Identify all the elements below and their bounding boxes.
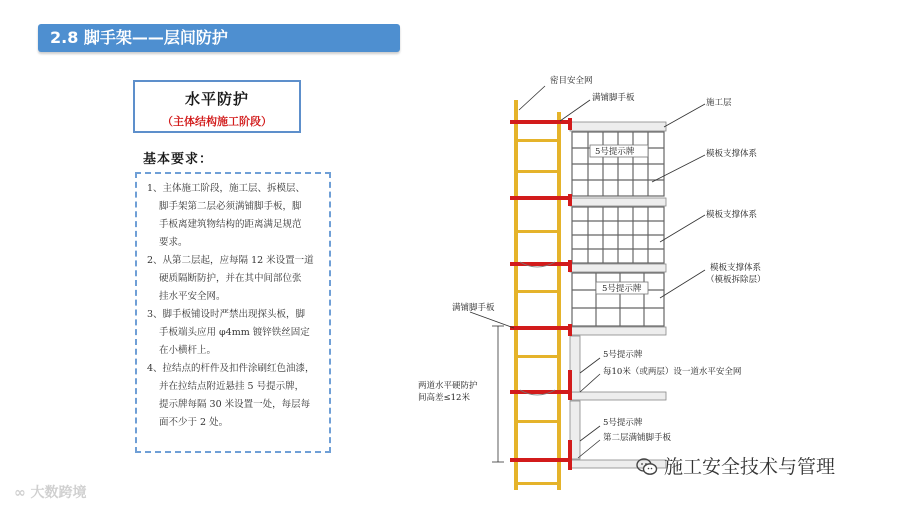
req-line: 手板端头应用 φ4mm 镀锌铁丝固定: [159, 327, 310, 338]
req-line: 硬质隔断防护，并在其中间部位张: [159, 273, 302, 284]
label-sign-1: 5号提示牌: [603, 350, 643, 360]
req-line: 提示牌每隔 30 米设置一处，每层每: [159, 399, 311, 410]
slab: [570, 327, 666, 335]
label-sign-2: 5号提示牌: [603, 418, 643, 428]
wechat-icon: [636, 458, 658, 476]
label-formwork-1: 模板支撑体系: [706, 149, 758, 159]
req-line: 4、拉结点的杆件及扣件涂刷红色油漆，: [147, 363, 315, 374]
req-line: 手板离建筑物结构的距离满足规范: [159, 219, 302, 230]
label-work-layer: 施工层: [706, 98, 732, 108]
req-line: 要求。: [159, 237, 188, 248]
label-formwork-2: 模板支撑体系: [706, 210, 758, 220]
section-subheading: （主体结构施工阶段）: [162, 115, 272, 128]
basic-requirements-label: 基本要求：: [143, 152, 214, 167]
label-formwork-3-note: （模板拆除层）: [706, 275, 766, 285]
watermark-right: [636, 452, 835, 479]
label-second-layer: 第二层满铺脚手板: [603, 433, 672, 443]
req-line: 在小横杆上。: [159, 345, 217, 356]
watermark-left-text: 大数跨境: [30, 485, 87, 501]
label-full-board-top: 满铺脚手板: [592, 93, 635, 103]
grid-sign-1: 5号提示牌: [595, 147, 635, 157]
req-line: 3、脚手板铺设时严禁出现探头板，脚: [147, 309, 306, 320]
label-net-note: 每10米（或两层）设一道水平安全网: [603, 367, 742, 377]
req-line: 挂水平安全网。: [159, 291, 226, 302]
watermark-right-text: 施工安全技术与管理: [664, 456, 836, 478]
watermark-left: [14, 482, 87, 502]
slab: [570, 264, 666, 272]
label-formwork-3: 模板支撑体系: [710, 263, 762, 273]
grid-sign-2: 5号提示牌: [602, 284, 642, 294]
slab: [570, 392, 666, 400]
label-height-diff-b: 间高差≤12米: [418, 393, 470, 403]
req-line: 面不少于 2 处。: [159, 417, 229, 428]
label-height-diff-a: 两道水平硬防护: [418, 381, 478, 391]
slab: [570, 122, 666, 131]
outer-pole: [514, 100, 518, 490]
scaffold-poles: [514, 100, 561, 490]
slab: [570, 198, 666, 206]
section-heading: 水平防护: [184, 90, 249, 108]
req-line: 脚手架第二层必须满铺脚手板，脚: [159, 201, 302, 212]
req-line: 并在拉结点附近悬挂 5 号提示牌，: [159, 381, 305, 392]
grid-bay: [572, 273, 664, 326]
label-mesh: 密目安全网: [550, 76, 593, 86]
formwork-grid: [572, 132, 664, 326]
label-full-board-left: 满铺脚手板: [452, 303, 495, 313]
req-line: 1、主体施工阶段，施工层、拆模层、: [147, 183, 306, 194]
watermark-logo-icon: ∞: [14, 485, 31, 501]
slide-title: 2.8 脚手架——层间防护: [38, 24, 400, 52]
inner-pole: [557, 112, 561, 490]
req-line: 2、从第二层起，应每隔 12 米设置一道: [147, 255, 314, 266]
